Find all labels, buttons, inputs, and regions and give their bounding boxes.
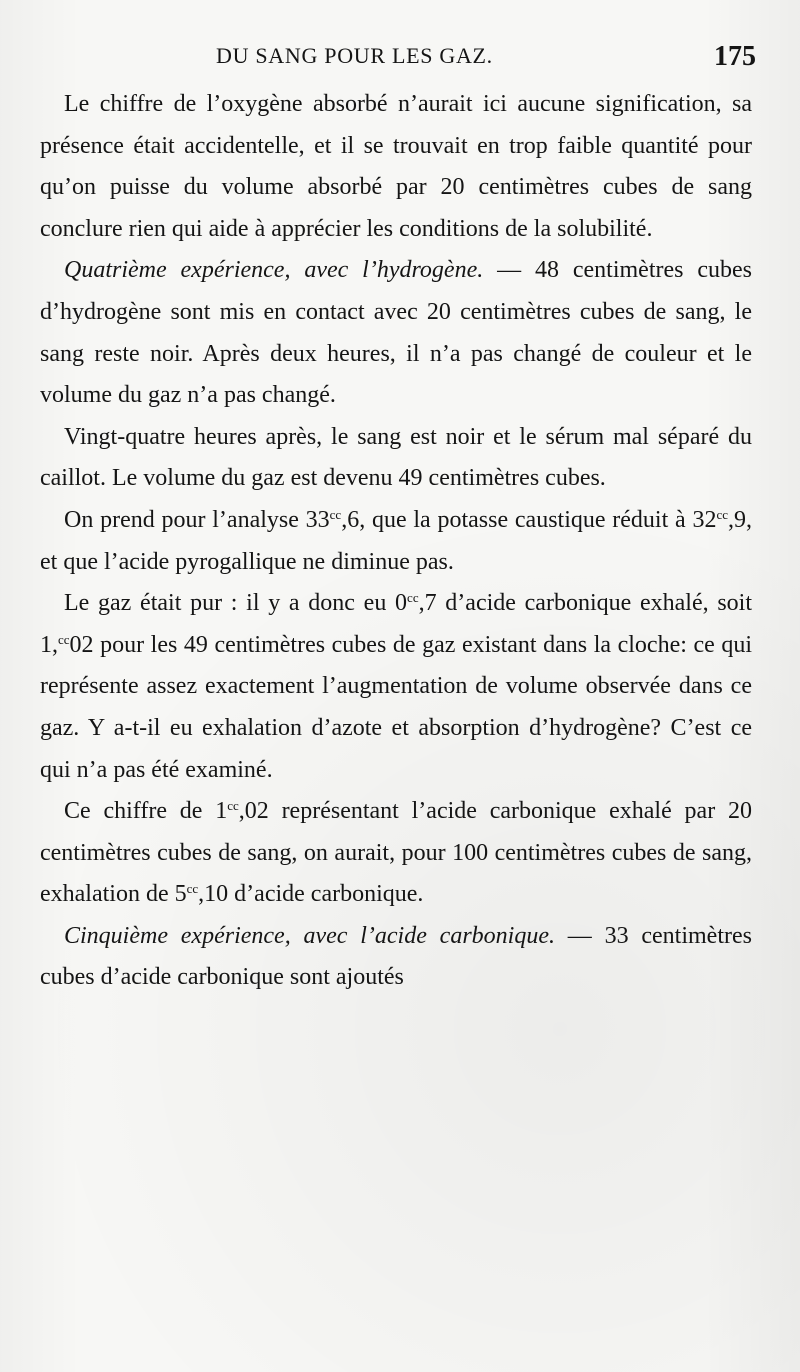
show-through-text	[520, 1180, 526, 1207]
unit-superscript: cc	[407, 590, 419, 606]
paragraph-text: — 48 centimètres cubes d’hydrogène sont mis en contact avec 20 centimètres cubes de sang, le sang reste noir. Après deux heures, il n’a pas changé de couleur et le volume du gaz n’a pas changé.	[40, 257, 753, 409]
running-title: DU SANG POUR LES GAZ.	[216, 43, 493, 68]
paragraph-text: On prend pour l’analyse 33	[64, 506, 330, 533]
paragraph-text: ,9, et que l’acide pyrogallique ne diminue pas.	[40, 506, 752, 575]
unit-superscript: cc	[186, 881, 199, 897]
paragraph-text: ,02 représentant l’acide carbonique exhalé par 20 centimètres cubes de sang, on aurait, pour 100 centimètres cubes de sang, exhalation de 5	[40, 798, 752, 908]
unit-superscript: cc	[329, 506, 342, 522]
paragraph-text: 02 pour les 49 centimètres cubes de gaz existant dans la cloche: ce qui représente assez exactement l’augmentation de volume observée dans ce gaz. Y a-t-il eu exhalation d’azote et absorption d’hydrogène? C’est ce qui n’a pas été examiné.	[40, 631, 752, 783]
paragraph	[40, 583, 752, 791]
paragraph-text: ,7 d’acide carbonique exhalé, soit 1,	[40, 590, 752, 658]
body-text	[40, 84, 752, 999]
paragraph-text: ,10 d’acide carbonique.	[198, 881, 424, 908]
paragraph-text: Vingt-quatre heures après, le sang est noir et le sérum mal séparé du caillot. Le volume du gaz est devenu 49 centimètres cubes.	[40, 423, 752, 492]
experiment-heading: Quatrième expérience, avec l’hydrogène.	[64, 257, 484, 284]
unit-superscript: cc	[716, 506, 728, 522]
paragraph	[40, 417, 752, 500]
unit-superscript: cc	[58, 631, 70, 647]
paragraph-text: Le chiffre de l’oxygène absorbé n’aurait ici aucune signification, sa présence était accidentelle, et il se trouvait en trop faible quantité pour qu’on puisse du volume absorbé par 20 centimètres cubes de sang conclure rien qui aide à apprécier les conditions de la solubilité.	[40, 91, 752, 242]
paragraph	[40, 500, 752, 583]
page-number: 175	[714, 41, 756, 72]
paragraph	[40, 250, 752, 416]
paragraph-text: — 33 centimètres cubes d’acide carbonique sont ajoutés	[40, 922, 752, 991]
paragraph	[40, 791, 752, 916]
experiment-heading: Cinquième expérience, avec l’acide carbonique.	[64, 922, 555, 949]
paragraph-text: Ce chiffre de 1	[64, 798, 228, 825]
paragraph	[40, 84, 752, 250]
paragraph	[40, 916, 752, 999]
unit-superscript: cc	[227, 798, 239, 814]
paragraph-text: Le gaz était pur : il y a donc eu 0	[64, 590, 408, 617]
page-header	[216, 43, 756, 73]
paragraph-text: ,6, que la potasse caustique réduit à 32	[341, 506, 717, 533]
